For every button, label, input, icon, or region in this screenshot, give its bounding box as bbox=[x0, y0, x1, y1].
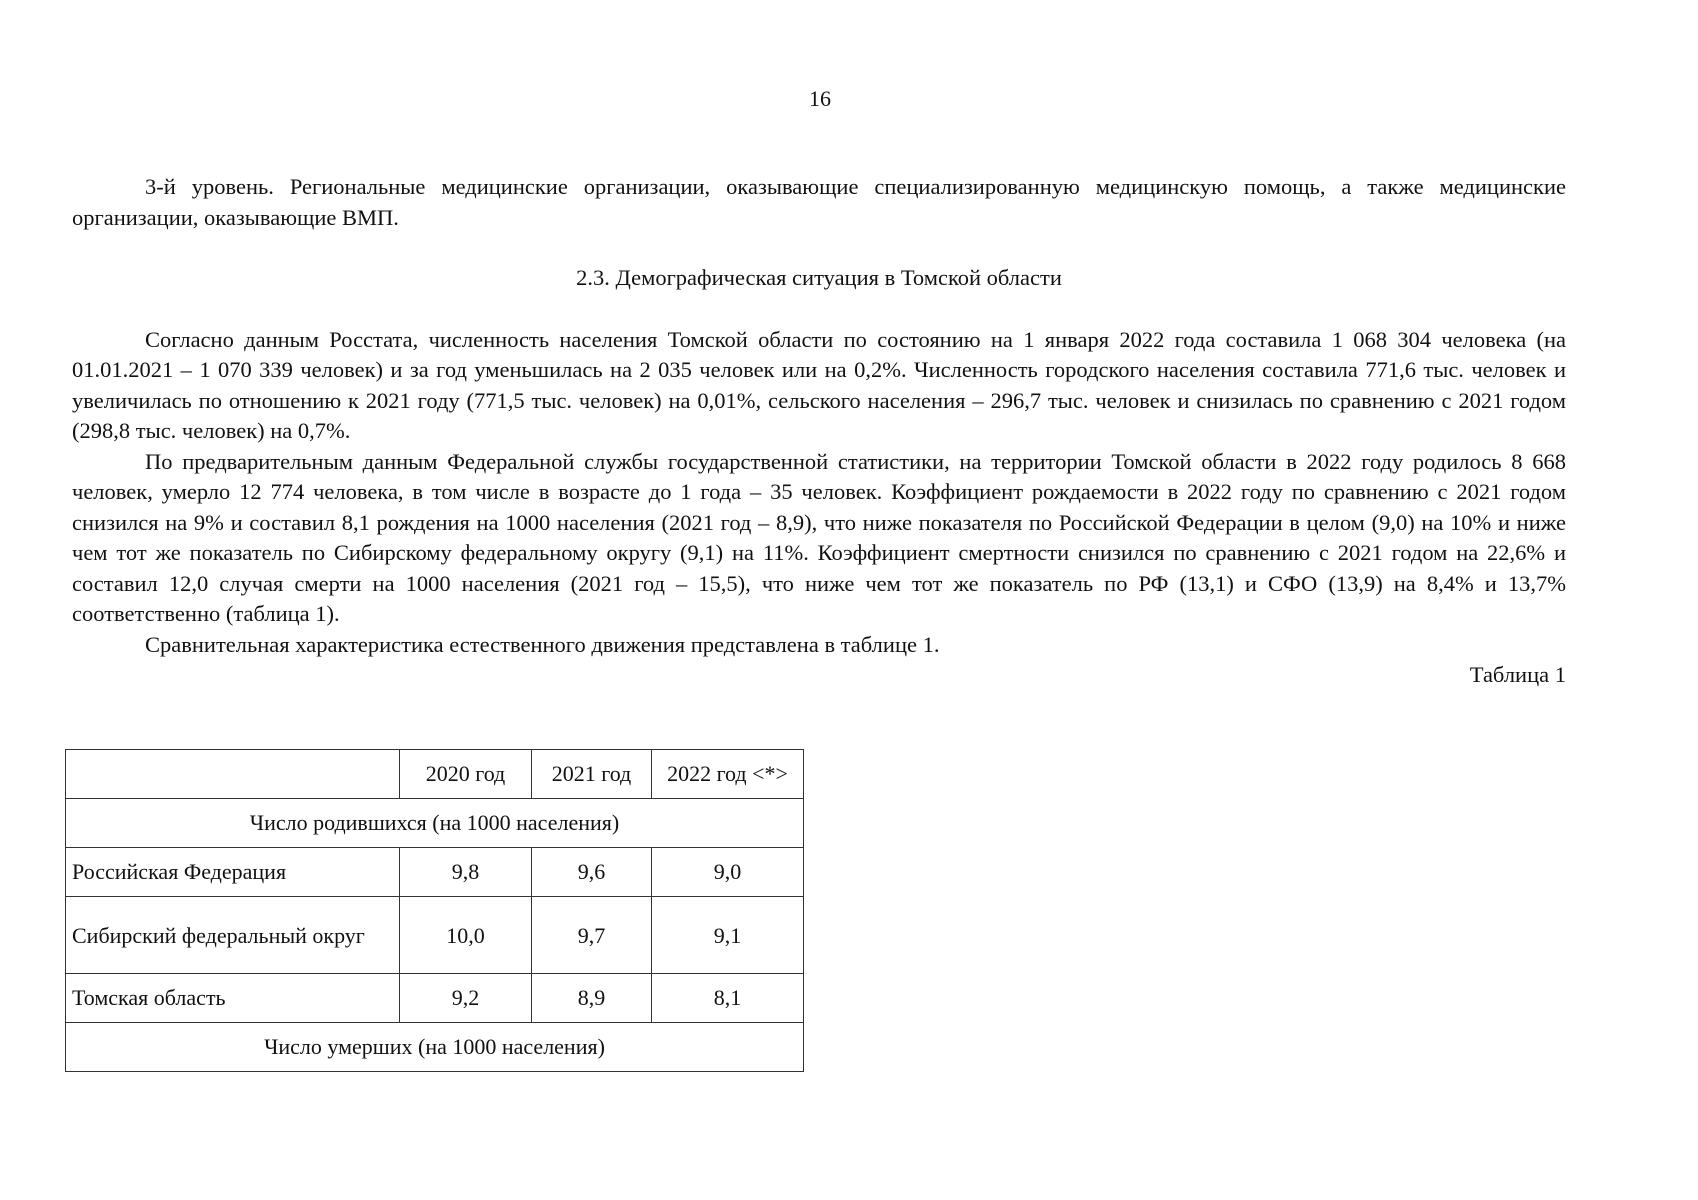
cell-value: 10,0 bbox=[400, 897, 532, 974]
deaths-section-title: Число умерших (на 1000 населения) bbox=[66, 1023, 804, 1072]
cell-value: 9,1 bbox=[652, 897, 804, 974]
cell-value: 9,0 bbox=[652, 848, 804, 897]
table-header-2022: 2022 год <*> bbox=[652, 750, 804, 799]
section-heading: 2.3. Демографическая ситуация в Томской области bbox=[576, 265, 1062, 290]
table-row bbox=[66, 848, 804, 897]
row-label: Российская Федерация bbox=[66, 848, 400, 897]
table-header-2020: 2020 год bbox=[400, 750, 532, 799]
paragraph-population: Согласно данным Росстата, численность населения Томской области по состоянию на 1 января 2022 года составила 1 068 304 человека (на 01.01.2021 – 1 070 339 человек) и за год уменьшилась на 2 035 человек или на 0,2%. Численность городского населения составила 771,6 тыс. человек и увеличилась по отношению к 2021 году (771,5 тыс. человек) на 0,01%, сельского населения – 296,7 тыс. человек и снизилась по сравнению с 2021 годом (298,8 тыс. человек) на 0,7%. bbox=[72, 326, 1566, 443]
table-header-row bbox=[66, 750, 804, 799]
cell-value: 9,2 bbox=[400, 974, 532, 1023]
table-header-2021: 2021 год bbox=[532, 750, 652, 799]
paragraph-births-deaths: По предварительным данным Федеральной службы государственной статистики, на территории Томской области в 2022 году родилось 8 668 человек, умерло 12 774 человека, в том числе в возрасте до 1 года – 35 человек. Коэффициент рождаемости в 2022 году по сравнению с 2021 годом снизился на 9% и составил 8,1 рождения на 1000 населения (2021 год – 8,9), что ниже показателя по Российской Федерации в целом (9,0) на 10% и ниже чем тот же показатель по Сибирскому федеральному округу (9,1) на 11%. Коэффициент смертности снизился по сравнению с 2021 годом на 22,6% и составил 12,0 случая смерти на 1000 населения (2021 год – 15,5), что ниже чем тот же показатель по РФ (13,1) и СФО (13,9) на 8,4% и 13,7% соответственно (таблица 1). bbox=[72, 448, 1566, 626]
table-caption: Таблица 1 bbox=[1469, 662, 1566, 687]
natural-movement-table bbox=[65, 749, 804, 1072]
cell-value: 9,8 bbox=[400, 848, 532, 897]
table-row bbox=[66, 897, 804, 974]
table-header-empty bbox=[66, 750, 400, 799]
table-section-row bbox=[66, 1023, 804, 1072]
paragraph-table-reference: Сравнительная характеристика естественного движения представлена в таблице 1. bbox=[145, 631, 940, 657]
intro-paragraph: 3-й уровень. Региональные медицинские организации, оказывающие специализированную медицинскую помощь, а также медицинские организации, оказывающие ВМП. bbox=[72, 174, 1566, 230]
table-section-row bbox=[66, 799, 804, 848]
page-number: 16 bbox=[809, 86, 831, 111]
cell-value: 8,1 bbox=[652, 974, 804, 1023]
cell-value: 8,9 bbox=[532, 974, 652, 1023]
cell-value: 9,7 bbox=[532, 897, 652, 974]
document-body bbox=[72, 172, 1566, 691]
births-section-title: Число родившихся (на 1000 населения) bbox=[66, 799, 804, 848]
row-label: Томская область bbox=[66, 974, 400, 1023]
cell-value: 9,6 bbox=[532, 848, 652, 897]
table-row bbox=[66, 974, 804, 1023]
row-label: Сибирский федеральный округ bbox=[66, 897, 400, 974]
